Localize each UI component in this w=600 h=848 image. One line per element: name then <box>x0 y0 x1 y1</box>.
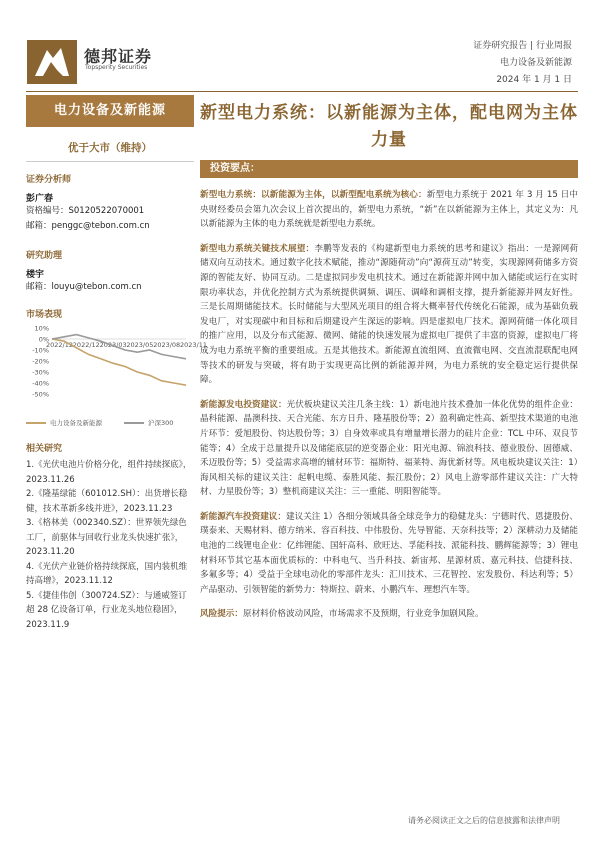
assistant-section-title: 研究助理 <box>26 251 63 261</box>
paragraph-head: 新能源发电投资建议： <box>200 399 287 410</box>
related-item[interactable]: 4.《光伏产业链价格持续探底，国内装机维持高增》，2023.11.12 <box>26 561 188 586</box>
paragraph-risk <box>200 607 578 622</box>
analyst-section-title: 证券分析师 <box>26 175 72 185</box>
report-title: 新型电力系统：以新能源为主体，配电网为主体力量 <box>200 103 578 150</box>
x-tick-label: 2022/12 <box>72 341 100 349</box>
x-tick-label: 2023/03 <box>99 341 127 349</box>
assistant-email[interactable]: 邮箱：louyu@tebon.com.cn <box>26 282 142 292</box>
footer-disclaimer: 请务必阅读正文之后的信息披露和法律声明 <box>408 816 560 825</box>
legend-label-sector: 电力设备及新能源 <box>50 419 102 427</box>
brand-name-en: Topsperity Securities <box>85 64 148 71</box>
paragraph-generation-advice <box>200 398 578 500</box>
rating-label: 优于大市（维持） <box>26 135 194 162</box>
company-logo <box>27 40 77 84</box>
y-tick-label: 10% <box>34 324 49 333</box>
y-tick-label: -40% <box>32 379 49 388</box>
paragraph-text: 原材料价格波动风险，市场需求不及预期，行业竞争加剧风险。 <box>242 609 484 620</box>
analyst-cert: 资格编号：S0120522070001 <box>26 206 145 216</box>
analyst-email[interactable]: 邮箱：penggc@tebon.com.cn <box>26 221 150 231</box>
analyst-name: 彭广春 <box>26 194 54 204</box>
main-content <box>200 95 578 622</box>
y-tick-label: -20% <box>32 357 49 366</box>
brand-name: 德邦证券 <box>84 47 153 66</box>
y-tick-label: -50% <box>32 390 49 399</box>
paragraph-text: 建议关注 1）各细分领域具备全球竞争力的稳健龙头：宁德时代、恩捷股份、璞泰来、天赐材料、德方纳米、容百科技、中伟股份、先导智能、天奈科技等；2）深耕动力及储能电池的二线锂电企业：亿纬锂能、国轩高科、欣旺达、孚能科技、派能科技、鹏辉能源等；3）锂电材料环节其它基本面优质标的：中科电气、当升科技、新宙邦、星源材质、嘉元科技、信捷科技、多氟多等；4）受益于全球电动化的零部件龙头：汇川技术、三花智控、宏发股份、科达利等；5）产品驱动、引领智能的新势力：特斯拉、蔚来、小鹏汽车、理想汽车等。 <box>200 511 578 595</box>
paragraph-new-power-system <box>200 188 578 232</box>
header-divider <box>26 91 578 92</box>
paragraph-key-tech <box>200 242 578 388</box>
related-item[interactable]: 3.《格林美（002340.SZ）：世界领先绿色工厂，前驱体与回收行业龙头快速扩张》，2023.11.20 <box>26 518 187 557</box>
report-type: 证券研究报告 | 行业周报 <box>473 41 572 51</box>
x-tick-label: 2023/05 <box>126 341 154 349</box>
paragraph-text: 李鹏等发表的《构建新型电力系统的思考和建议》指出：一是源网荷储双向互动技术。通过数字化技术赋能，推动“源随荷动”向“源荷互动”转变，实现源网荷储多方资源的智能友好、协同互动。二是虚拟同步发电机技术。通过在新能源并网中加入储能或运行在实时限功率状态，并优化控制方式为系统提供调频、调压、调峰和调相支撑，提升新能源并网友好性。三是长周期储能技术。长时储能与大型风光项目的组合将大概率替代传统化石能源，成为基础负载发电厂，对实现碳中和目标和后期建设产生深远的影响。四是虚拟电厂技术。源网荷储一体化项目的推广应用，以及分布式能源、微网、储能的快速发展为虚拟电厂提供了丰富的资源，虚拟电厂将成为电力系统平衡的重要组成。五是其他技术。新能源直流组网、直流微电网、交直流混联配电网等技术的研发与突破，将有助于实现更高比例的新能源并网，为电力系统的安全稳定运行提供保障。 <box>200 243 578 386</box>
market-chart <box>26 324 208 410</box>
paragraph-ev-advice <box>200 510 578 598</box>
legend-item-hs300 <box>124 418 173 427</box>
paragraph-text: 光伏板块建议关注几条主线：1）新电池片技术叠加一体化优势的组件企业：晶科能源、晶澳科技、天合光能、东方日升、隆基股份等；2）盈利确定性高、新型技术渠道的电池片环节：爱旭股份、钧达股份等；3）自身效率或具有增量增长潜力的硅片企业：TCL 中环、双良节能等；4）全成于总量提升以及储能底层的逆变器企业：阳光电源、锦浪科技、德业股份、固德威、禾迈股份等；5）受益需求高增的辅材环节：福斯特、福莱特、海优新材等。风电板块建议关注：1）海风相关标的建议关注：起帆电缆、泰胜风能、振江股份；2）风电上游零部件建议关注：广大特材、力星股份等；3）整机商建议关注：三一重能、明阳智能等。 <box>200 399 578 498</box>
chart-legend <box>26 418 194 427</box>
y-tick-label: 0% <box>38 335 49 344</box>
report-date: 2024 年 1 月 1 日 <box>496 75 572 85</box>
paragraph-head: 新型电力系统：以新能源为主体，以新型配电系统为核心： <box>200 190 427 200</box>
sector-banner: 电力设备及新能源 <box>26 95 194 127</box>
market-chart-svg <box>26 324 208 410</box>
related-item[interactable]: 5.《捷佳伟创（300724.SZ）：与通威签订超 28 亿设备订单，行业龙头地位稳固》，2023.11.9 <box>26 590 187 630</box>
paragraph-head: 风险提示： <box>200 609 243 620</box>
summary-banner: 投资要点： <box>200 160 578 178</box>
legend-item-sector <box>26 418 102 427</box>
y-tick-label: -30% <box>32 368 49 377</box>
x-tick-label: 2023/08 <box>153 341 181 349</box>
market-section-title: 市场表现 <box>26 310 63 320</box>
paragraph-head: 新能源汽车投资建议： <box>200 511 286 522</box>
paragraph-head: 新型电力系统关键技术展望： <box>200 243 315 254</box>
report-meta <box>473 38 572 89</box>
related-section-title: 相关研究 <box>26 444 63 454</box>
paragraph-text: 新型电力系统于 2021 年 3 月 15 日中央财经委员会第九次会议上首次提出的，新型电力系统，“新”在以新能源为主体上，其定义为：凡以新能源为主体的电力系统就是新型电力系统。 <box>200 190 578 230</box>
report-industry: 电力设备及新能源 <box>499 58 572 68</box>
related-item[interactable]: 1.《光伏电池片价格分化，组件持续探底》，2023.11.26 <box>26 460 192 485</box>
x-tick-label: 2022/12 <box>46 341 74 349</box>
x-tick-label: 2023/11 <box>180 341 208 349</box>
related-list <box>26 458 194 632</box>
legend-label-hs300: 沪深300 <box>148 419 174 427</box>
assistant-name: 楼宇 <box>26 270 45 280</box>
sidebar <box>26 95 208 632</box>
related-item[interactable]: 2.《隆基绿能（601012.SH）：出货增长稳健，技术革新多线并进》，2023.11.23 <box>26 489 188 514</box>
y-tick-label: -10% <box>32 346 49 355</box>
logo-mark-icon <box>27 40 77 84</box>
